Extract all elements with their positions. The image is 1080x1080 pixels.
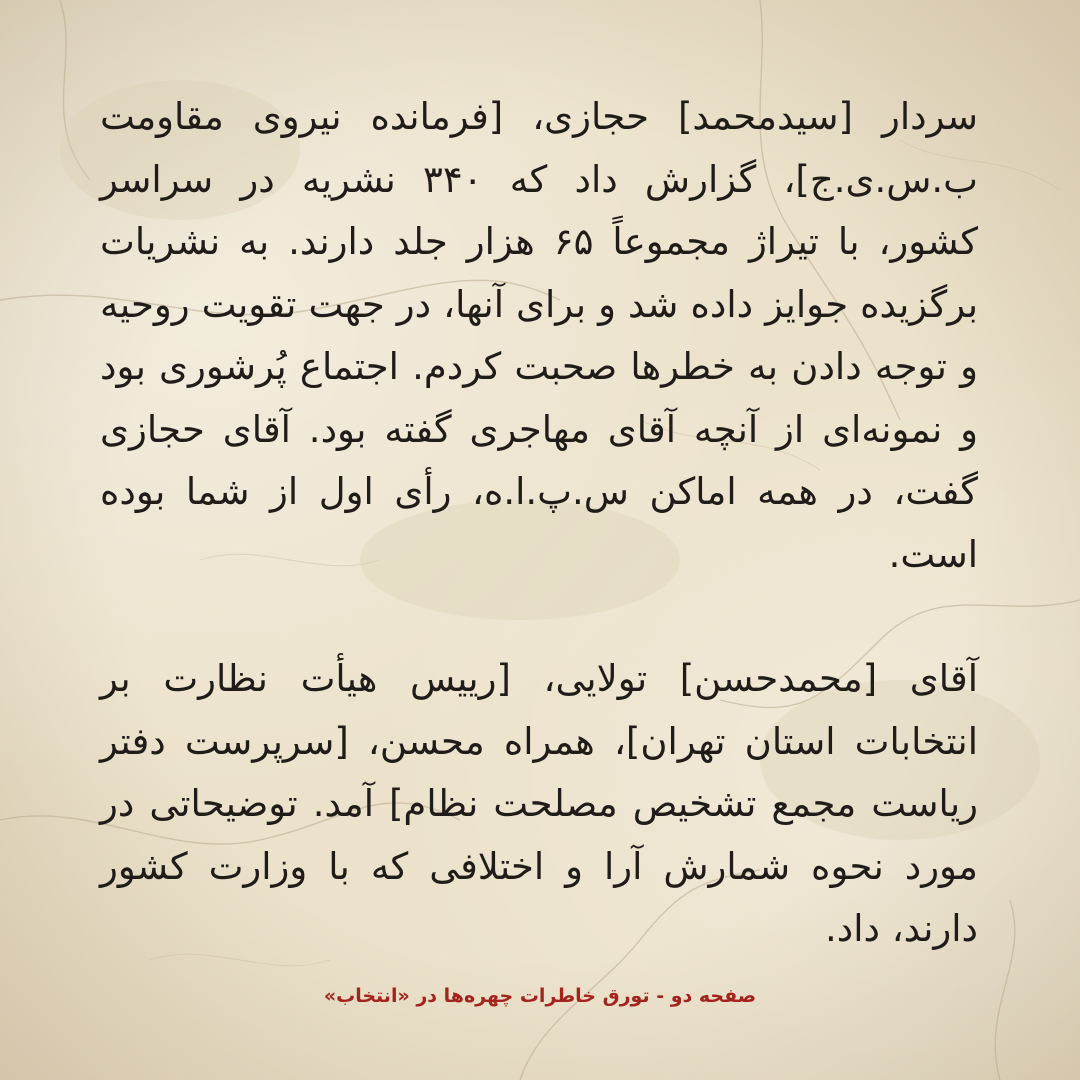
paragraph-2: آقای [محمدحسن] تولایی، [رییس هیأت نظارت بر انتخابات استان تهران]، همراه محسن، [سرپرست دفتر ریاست مجمع تشخیص مصلحت نظام] آمد. توضیحاتی در مورد نحوه شمارش آرا و اختلافی که با وزارت کشور دارند، داد. (100, 657, 978, 950)
paragraph-1: سردار [سیدمحمد] حجازی، [فرمانده نیروی مقاومت ب.س.ی.ج]، گزارش داد که ۳۴۰ نشریه در سراسر کشور، با تیراژ مجموعاً ۶۵ هزار جلد دارند. به نشریات برگزیده جوایز داده شد و برای آنها، در جهت تقویت روحیه و توجه دادن به خطرها صحبت کردم. اجتماع پُرشوری بود و نمونه‌ای از آنچه آقای مهاجری گفته بود. آقای حجازی گفت، در همه اماکن س.پ.ا.ه، رأی اول از شما بوده است. (100, 95, 978, 576)
page-caption: صفحه دو - تورق خاطرات چهره‌ها در «انتخاب» (323, 985, 757, 1007)
